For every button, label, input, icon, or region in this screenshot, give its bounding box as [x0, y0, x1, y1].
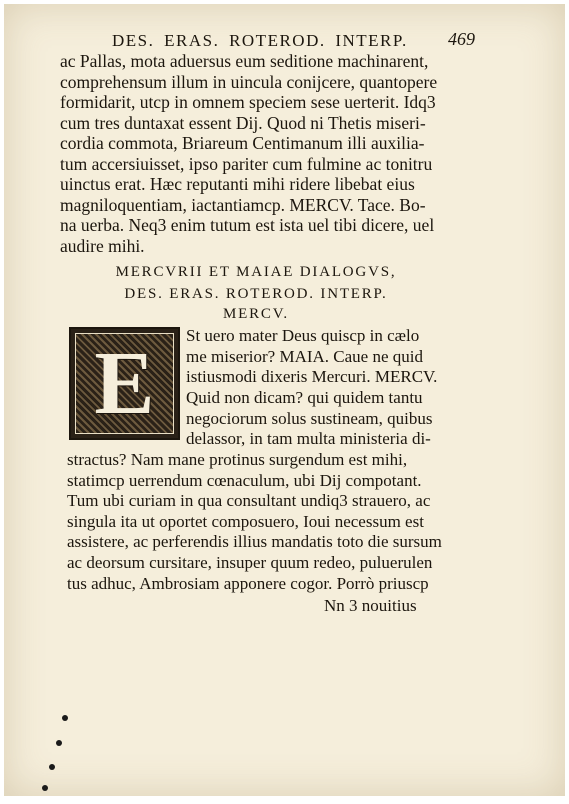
text-line: singula ita ut oportet composuero, Ioui necessum est: [67, 511, 424, 531]
text-line: stractus? Nam mane protinus surgendum est mihi,: [67, 450, 408, 469]
text-line: me miserior? MAIA. Caue ne quid: [186, 346, 423, 366]
section-subheading: DES. ERAS. ROTEROD. INTERP.: [124, 286, 388, 302]
text-line: cum tres duntaxat essent Dij. Quod ni Thetis miseri-: [60, 112, 426, 133]
binding-hole: [42, 785, 48, 791]
text-line: tum accersiuisset, ipso pariter cum fulmine ac tonitru: [60, 153, 433, 174]
running-head: DES. ERAS. ROTEROD. INTERP.: [112, 31, 408, 50]
decorated-initial: [69, 327, 180, 440]
text-line: comprehensum illum in uincula conijcere, quantopere: [60, 71, 438, 92]
text-line: na uerba. Neq3 enim tutum est ista uel tibi dicere, uel: [60, 215, 435, 235]
section-heading: MERCVRII ET MAIAE DIALOGVS,: [115, 264, 397, 280]
binding-hole: [56, 740, 62, 746]
text-line: negociorum solus sustineam, quibus: [186, 408, 433, 428]
text-line: ac Pallas, mota aduersus eum seditione machinarent,: [60, 51, 429, 71]
text-line: uinctus erat. Hæc reputanti mihi ridere libebat eius: [60, 174, 415, 194]
text-line: formidarit, utcp in omnem speciem sese uerterit. Idq3: [60, 92, 436, 112]
dialogue-body: [67, 450, 457, 594]
text-line: statimcp uerrendum cœnaculum, ubi Dij compotant.: [67, 470, 422, 490]
text-line: ac deorsum cursitare, insuper quum redeo, puluerulen: [67, 552, 433, 572]
text-line: istiusmodi dixeris Mercuri. MERCV.: [186, 367, 438, 387]
text-line: Quid non dicam? qui quidem tantu: [186, 388, 423, 408]
book-page: [4, 4, 565, 796]
catchword-signature: Nn 3 nouitius: [324, 596, 417, 615]
text-line: assistere, ac perferendis illius mandatis toto die sursum: [67, 532, 442, 552]
text-line: audire mihi.: [60, 235, 145, 256]
text-line: cordia commota, Briareum Centimanum illi auxilia-: [60, 133, 425, 153]
binding-hole: [49, 764, 55, 770]
page-number: 469: [448, 29, 475, 49]
text-line: St uero mater Deus quiscp in cælo: [186, 326, 420, 345]
initial-letter: E: [94, 334, 155, 433]
dialogue-opening: [186, 326, 456, 450]
speaker-label: MERCV.: [223, 306, 289, 322]
upper-text-block: [60, 51, 452, 256]
text-line: Tum ubi curiam in qua consultant undiq3 strauero, ac: [67, 491, 431, 511]
text-line: magniloquentiam, iactantiamcp. MERCV. Tace. Bo-: [60, 194, 426, 215]
text-line: delassor, in tam multa ministeria di-: [186, 429, 431, 449]
text-line: tus adhuc, Ambrosiam apponere cogor. Porrò priuscp: [67, 573, 429, 593]
binding-hole: [62, 715, 68, 721]
